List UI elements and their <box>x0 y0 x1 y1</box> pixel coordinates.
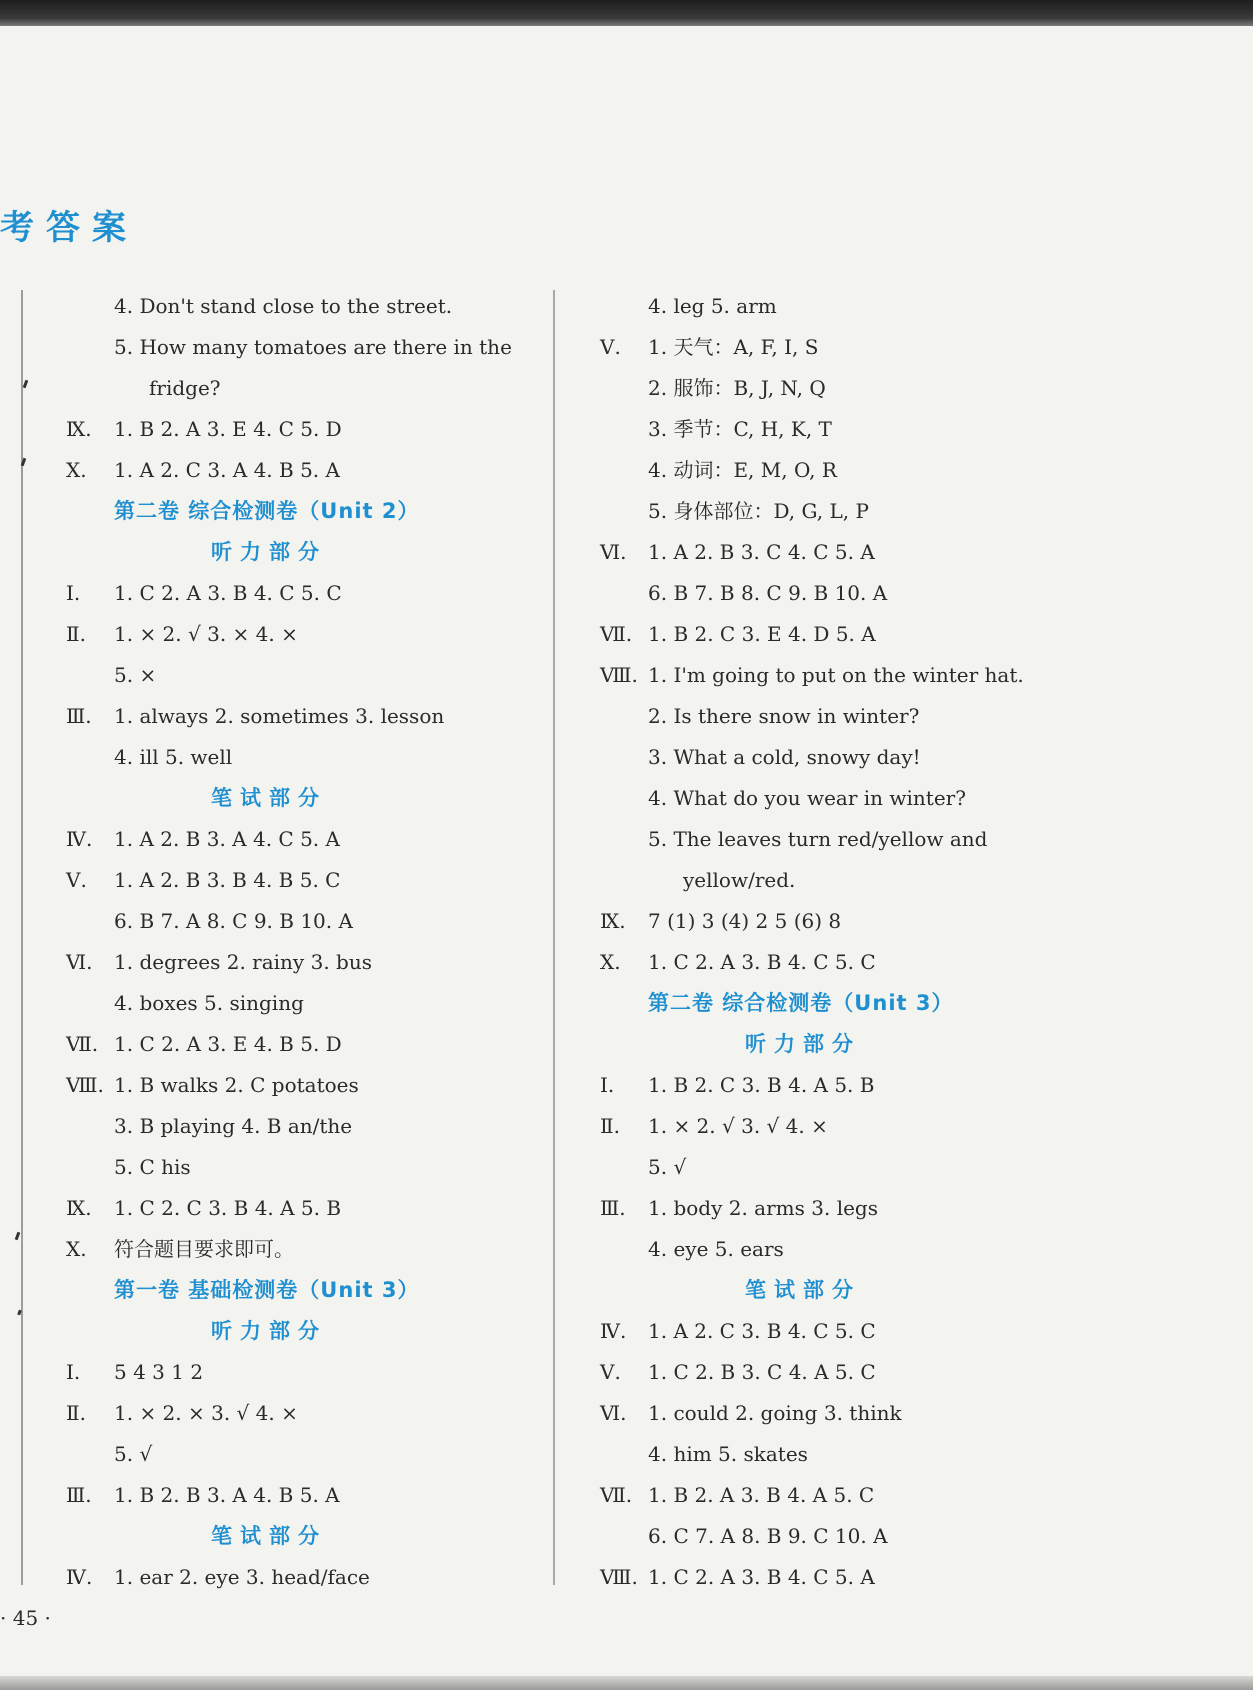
answer-line <box>600 901 1060 942</box>
answer-line <box>66 655 536 696</box>
answer-line <box>600 368 1060 409</box>
question-group-numeral: Ⅳ. <box>66 1565 93 1589</box>
subsection-heading <box>600 1024 1060 1065</box>
answer-text: 1. A 2. B 3. A 4. C 5. A <box>114 827 340 851</box>
answer-line <box>600 327 1060 368</box>
answer-text: 1. C 2. A 3. E 4. B 5. D <box>114 1032 342 1056</box>
answer-text: 1. A 2. B 3. C 4. C 5. A <box>648 540 875 564</box>
answer-line <box>600 1557 1060 1598</box>
margin-rule <box>21 290 23 1585</box>
answer-text: 4. him 5. skates <box>648 1442 808 1466</box>
answer-line <box>600 778 1060 819</box>
answer-text: fridge? <box>149 376 221 400</box>
question-group-numeral: Ⅲ. <box>66 704 92 728</box>
answer-line <box>66 1475 536 1516</box>
question-group-numeral: Ⅰ. <box>66 1360 81 1384</box>
question-group-numeral: Ⅹ. <box>66 1237 87 1261</box>
answer-text: 4. eye 5. ears <box>648 1237 784 1261</box>
answer-text: 6. B 7. A 8. C 9. B 10. A <box>114 909 353 933</box>
answer-line <box>600 1475 1060 1516</box>
right-answer-column <box>600 286 1060 1598</box>
answer-line <box>66 1229 536 1270</box>
answer-text: 5. × <box>114 663 157 687</box>
answer-line <box>66 1065 536 1106</box>
answer-line <box>66 983 536 1024</box>
answer-line <box>66 1393 536 1434</box>
answer-text: 1. A 2. C 3. A 4. B 5. A <box>114 458 340 482</box>
answer-text: 1. always 2. sometimes 3. lesson <box>114 704 445 728</box>
answer-line <box>66 901 536 942</box>
answer-line <box>600 1188 1060 1229</box>
section-heading-text: 第一卷 基础检测卷（Unit 3） <box>114 1278 420 1302</box>
question-group-numeral: Ⅴ. <box>600 335 621 359</box>
answer-line <box>66 573 536 614</box>
answer-text: yellow/red. <box>683 868 796 892</box>
answer-text: 1. C 2. A 3. B 4. C 5. C <box>648 950 876 974</box>
question-group-numeral: Ⅰ. <box>600 1073 615 1097</box>
answer-text: 1. C 2. A 3. B 4. C 5. C <box>114 581 342 605</box>
answer-line <box>66 942 536 983</box>
question-group-numeral: Ⅷ. <box>600 663 638 687</box>
answer-text: 1. C 2. B 3. C 4. A 5. C <box>648 1360 876 1384</box>
question-group-numeral: Ⅴ. <box>66 868 87 892</box>
answer-text: 1. B 2. B 3. A 4. B 5. A <box>114 1483 340 1507</box>
section-heading-text: 第二卷 综合检测卷（Unit 3） <box>648 991 954 1015</box>
answer-text: 1. × 2. √ 3. √ 4. × <box>648 1114 828 1138</box>
answer-line <box>600 450 1060 491</box>
question-group-numeral: Ⅷ. <box>600 1565 638 1589</box>
answer-line <box>600 286 1060 327</box>
answer-line <box>66 819 536 860</box>
question-group-numeral: Ⅳ. <box>600 1319 627 1343</box>
question-group-numeral: Ⅹ. <box>600 950 621 974</box>
question-group-numeral: Ⅱ. <box>600 1114 620 1138</box>
answer-line <box>66 1147 536 1188</box>
subsection-heading <box>66 1311 536 1352</box>
answer-text: 1. could 2. going 3. think <box>648 1401 902 1425</box>
answer-text: 4. 动词：E, M, O, R <box>648 458 837 482</box>
question-group-numeral: Ⅵ. <box>66 950 93 974</box>
answer-text: 2. Is there snow in winter? <box>648 704 920 728</box>
question-group-numeral: Ⅷ. <box>66 1073 104 1097</box>
answer-text: 3. B playing 4. B an/the <box>114 1114 353 1138</box>
question-group-numeral: Ⅶ. <box>600 622 633 646</box>
answer-text: 1. body 2. arms 3. legs <box>648 1196 878 1220</box>
subsection-heading-text: 笔试部分 <box>211 1524 327 1548</box>
answer-line <box>600 1106 1060 1147</box>
answer-text: 1. C 2. C 3. B 4. A 5. B <box>114 1196 342 1220</box>
answer-text: 符合题目要求即可。 <box>114 1237 294 1261</box>
answer-text: 3. 季节：C, H, K, T <box>648 417 832 441</box>
answer-text: 1. B 2. C 3. B 4. A 5. B <box>648 1073 875 1097</box>
answer-line <box>66 1434 536 1475</box>
answer-line <box>600 1434 1060 1475</box>
answer-text: 4. Don't stand close to the street. <box>114 294 453 318</box>
answer-line <box>66 614 536 655</box>
question-group-numeral: Ⅸ. <box>66 417 92 441</box>
section-heading <box>600 983 1060 1024</box>
answer-text: 1. ear 2. eye 3. head/face <box>114 1565 370 1589</box>
question-group-numeral: Ⅳ. <box>66 827 93 851</box>
page-number: · 45 · <box>0 1606 51 1630</box>
question-group-numeral: Ⅶ. <box>600 1483 633 1507</box>
answer-line <box>600 737 1060 778</box>
answer-text: 5. √ <box>648 1155 687 1179</box>
answer-line <box>600 1352 1060 1393</box>
question-group-numeral: Ⅰ. <box>66 581 81 605</box>
answer-text: 1. × 2. × 3. √ 4. × <box>114 1401 298 1425</box>
question-group-numeral: Ⅶ. <box>66 1032 99 1056</box>
question-group-numeral: Ⅲ. <box>66 1483 92 1507</box>
answer-text: 1. B 2. A 3. B 4. A 5. C <box>648 1483 875 1507</box>
answer-text: 6. B 7. B 8. C 9. B 10. A <box>648 581 888 605</box>
scanner-bottom-edge <box>0 1676 1253 1690</box>
answer-line <box>66 860 536 901</box>
answer-line <box>600 573 1060 614</box>
answer-line <box>66 327 536 368</box>
left-answer-column <box>66 286 536 1598</box>
answer-line <box>600 1147 1060 1188</box>
answer-line <box>600 532 1060 573</box>
subsection-heading-text: 笔试部分 <box>745 1278 861 1302</box>
answer-text: 1. degrees 2. rainy 3. bus <box>114 950 372 974</box>
answer-text: 2. 服饰：B, J, N, Q <box>648 376 826 400</box>
answer-line <box>66 1188 536 1229</box>
answer-text: 6. C 7. A 8. B 9. C 10. A <box>648 1524 888 1548</box>
answer-line <box>600 1229 1060 1270</box>
answer-text: 1. 天气：A, F, I, S <box>648 335 819 359</box>
question-group-numeral: Ⅱ. <box>66 622 86 646</box>
answer-text: 1. × 2. √ 3. × 4. × <box>114 622 298 646</box>
scanner-top-edge <box>0 0 1253 26</box>
answer-line <box>600 409 1060 450</box>
answer-text: 1. B 2. A 3. E 4. C 5. D <box>114 417 342 441</box>
answer-text: 5. √ <box>114 1442 153 1466</box>
answer-line <box>600 1065 1060 1106</box>
answer-line <box>66 1106 536 1147</box>
answer-text: 1. I'm going to put on the winter hat. <box>648 663 1024 687</box>
answer-line <box>600 614 1060 655</box>
question-group-numeral: Ⅹ. <box>66 458 87 482</box>
question-group-numeral: Ⅵ. <box>600 540 627 564</box>
answer-text: 4. boxes 5. singing <box>114 991 304 1015</box>
answer-continuation <box>66 368 536 409</box>
subsection-heading-text: 听力部分 <box>211 540 327 564</box>
answer-text: 3. What a cold, snowy day! <box>648 745 921 769</box>
answer-line <box>66 737 536 778</box>
answer-line <box>66 1024 536 1065</box>
answer-text: 5 4 3 1 2 <box>114 1360 204 1384</box>
answer-text: 1. B 2. C 3. E 4. D 5. A <box>648 622 876 646</box>
question-group-numeral: Ⅲ. <box>600 1196 626 1220</box>
answer-line <box>66 450 536 491</box>
answer-line <box>66 286 536 327</box>
answer-text: 7 (1) 3 (4) 2 5 (6) 8 <box>648 909 842 933</box>
answer-text: 1. A 2. C 3. B 4. C 5. C <box>648 1319 876 1343</box>
answer-line <box>600 1393 1060 1434</box>
answer-text: 4. leg 5. arm <box>648 294 777 318</box>
answer-key-header: 考答案 <box>0 208 138 248</box>
question-group-numeral: Ⅴ. <box>600 1360 621 1384</box>
section-heading-text: 第二卷 综合检测卷（Unit 2） <box>114 499 420 523</box>
answer-text: 1. C 2. A 3. B 4. C 5. A <box>648 1565 875 1589</box>
answer-line <box>600 491 1060 532</box>
answer-text: 1. B walks 2. C potatoes <box>114 1073 359 1097</box>
answer-line <box>600 1516 1060 1557</box>
question-group-numeral: Ⅸ. <box>600 909 626 933</box>
answer-text: 1. A 2. B 3. B 4. B 5. C <box>114 868 341 892</box>
answer-line <box>66 409 536 450</box>
section-heading <box>66 491 536 532</box>
question-group-numeral: Ⅵ. <box>600 1401 627 1425</box>
answer-text: 4. What do you wear in winter? <box>648 786 966 810</box>
answer-text: 5. How many tomatoes are there in the <box>114 335 512 359</box>
subsection-heading-text: 笔试部分 <box>211 786 327 810</box>
section-heading <box>66 1270 536 1311</box>
answer-text: 4. ill 5. well <box>114 745 233 769</box>
scan-speck <box>15 1232 21 1241</box>
answer-line <box>600 696 1060 737</box>
answer-line <box>66 1557 536 1598</box>
answer-text: 5. C his <box>114 1155 191 1179</box>
answer-line <box>600 1311 1060 1352</box>
answer-line <box>66 1352 536 1393</box>
subsection-heading <box>600 1270 1060 1311</box>
answer-line <box>66 696 536 737</box>
question-group-numeral: Ⅱ. <box>66 1401 86 1425</box>
subsection-heading <box>66 778 536 819</box>
answer-line <box>600 942 1060 983</box>
answer-continuation <box>600 860 1060 901</box>
subsection-heading <box>66 532 536 573</box>
scan-speck <box>23 380 29 389</box>
question-group-numeral: Ⅸ. <box>66 1196 92 1220</box>
subsection-heading <box>66 1516 536 1557</box>
column-divider <box>553 290 555 1585</box>
answer-line <box>600 819 1060 860</box>
subsection-heading-text: 听力部分 <box>211 1319 327 1343</box>
answer-line <box>600 655 1060 696</box>
subsection-heading-text: 听力部分 <box>745 1032 861 1056</box>
answer-text: 5. The leaves turn red/yellow and <box>648 827 988 851</box>
answer-text: 5. 身体部位：D, G, L, P <box>648 499 869 523</box>
